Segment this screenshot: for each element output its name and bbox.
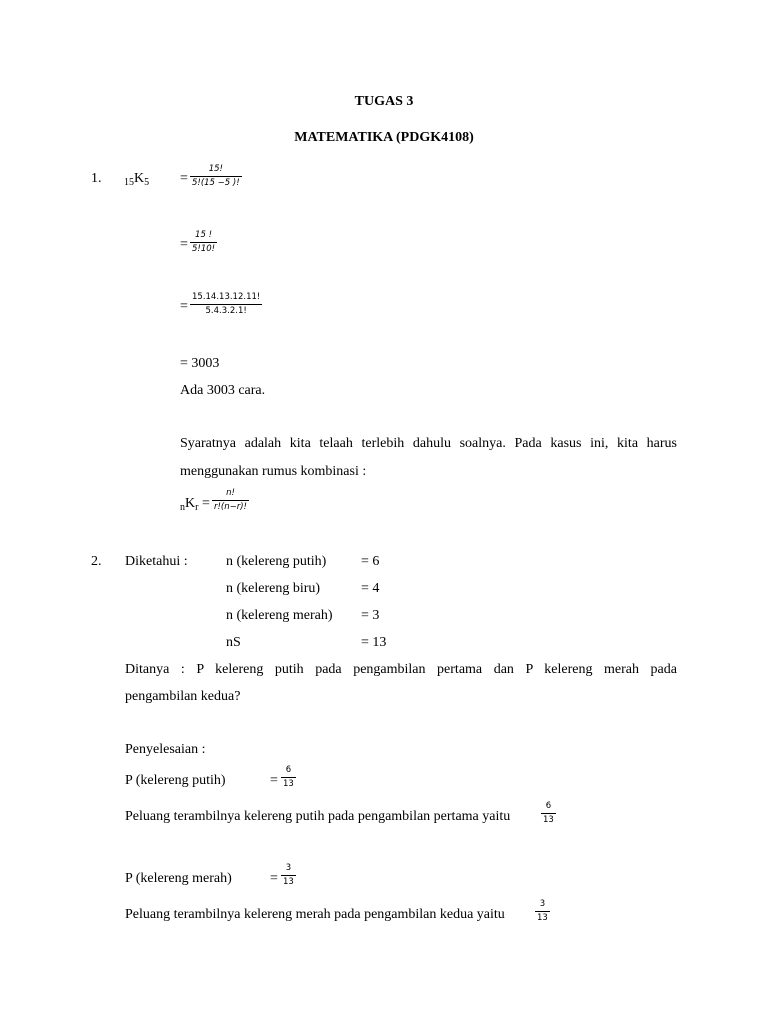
question-1-number: 1. [91,171,102,186]
known-item-value: = 13 [361,635,387,650]
question-2-number: 2. [91,554,102,569]
known-item-label: n (kelereng biru) [226,581,321,596]
p-white-denominator: 13 [283,778,294,789]
document-title: TUGAS 3 [354,94,414,109]
equals-sign-3: = [180,299,188,314]
formula-fraction [212,489,249,511]
formula-numerator: n! [226,488,235,498]
p-red-fraction [281,864,296,886]
p-white-sentence-fraction [541,802,556,824]
solution-label: Penyelesaian : [125,742,206,757]
known-item-value: = 6 [361,554,380,569]
fraction-step-2-numerator: 15 ! [195,230,212,240]
equals-sign-1: = [180,171,188,186]
known-item-label: n (kelereng putih) [226,554,327,569]
asked-line-2: pengambilan kedua? [125,689,241,704]
p-white-sentence-numerator: 6 [545,801,552,811]
document-subtitle: MATEMATIKA (PDGK4108) [294,130,474,145]
known-label: Diketahui : [125,554,188,569]
combination-formula [180,497,210,511]
fraction-step-2 [190,231,217,253]
p-red-denominator: 13 [283,876,294,887]
formula-equals: = [201,496,210,511]
p-white-sentence: Peluang terambilnya kelereng putih pada pengambilan pertama yaitu [125,809,511,824]
p-red-label: P (kelereng merah) [125,871,232,886]
asked-line-1: Ditanya : P kelereng putih pada pengambilan pertama dan P kelereng merah pada [125,662,677,677]
fraction-step-2-denominator: 5!10! [192,243,216,254]
combination-n-subscript: 15 [124,177,134,188]
formula-letter: K [185,496,196,511]
explanation-line-1: Syaratnya adalah kita telaah terlebih dahulu soalnya. Pada kasus ini, kita harus [180,436,677,451]
p-white-numerator: 6 [285,765,292,775]
known-item-value: = 4 [361,581,380,596]
combination-r-subscript: 5 [144,177,150,188]
formula-denominator: r!(n−r)! [214,501,247,512]
fraction-step-3-numerator: 15.14.13.12.11! [192,292,261,302]
formula-r-subscript: r [195,502,199,513]
p-red-equals: = [270,871,278,886]
fraction-step-1-numerator: 15! [208,164,223,174]
result-conclusion: Ada 3003 cara. [180,383,266,398]
result-value: = 3003 [180,356,220,371]
p-white-fraction [281,766,296,788]
fraction-step-1 [190,165,242,187]
p-red-sentence-fraction [535,900,550,922]
known-item-value: = 3 [361,608,380,623]
fraction-step-1-denominator: 5!(15 −5 )! [192,177,240,188]
p-red-numerator: 3 [285,863,292,873]
equals-sign-2: = [180,237,188,252]
p-white-label: P (kelereng putih) [125,773,226,788]
explanation-line-2: menggunakan rumus kombinasi : [180,464,367,479]
fraction-step-3-denominator: 5.4.3.2.1! [205,305,247,316]
p-white-equals: = [270,773,278,788]
p-red-sentence: Peluang terambilnya kelereng merah pada pengambilan kedua yaitu [125,907,505,922]
p-red-sentence-numerator: 3 [539,899,546,909]
p-red-sentence-denominator: 13 [537,912,548,923]
formula-n-subscript: n [180,502,185,513]
known-item-label: n (kelereng merah) [226,608,333,623]
p-white-sentence-denominator: 13 [543,814,554,825]
combination-notation [124,172,149,186]
fraction-step-3 [190,293,262,315]
combination-letter: K [134,171,145,186]
known-item-label: nS [226,635,241,650]
